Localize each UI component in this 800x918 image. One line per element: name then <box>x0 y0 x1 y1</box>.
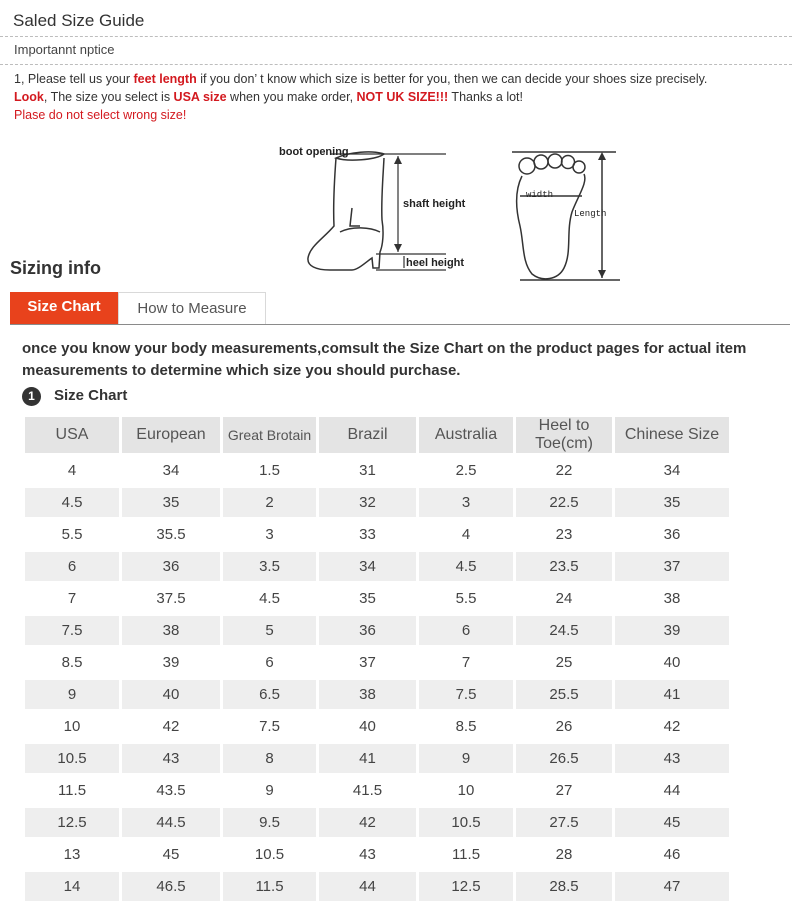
column-header: USA <box>25 417 119 453</box>
table-cell: 10 <box>25 712 119 741</box>
size-chart-table <box>22 414 732 904</box>
boot-illustration <box>308 152 384 270</box>
instruction-highlight: NOT UK SIZE!!! <box>356 90 449 104</box>
table-cell: 47 <box>615 872 729 901</box>
step-number-badge: 1 <box>22 387 41 406</box>
instruction-text: when you make order, <box>226 90 357 104</box>
length-label: Length <box>574 209 607 219</box>
table-body <box>25 456 729 901</box>
table-cell: 11.5 <box>223 872 316 901</box>
boot-measure-lines <box>330 154 446 270</box>
table-cell: 33 <box>319 520 416 549</box>
table-cell: 36 <box>122 552 220 581</box>
table-cell: 36 <box>319 616 416 645</box>
table-cell: 45 <box>615 808 729 837</box>
table-cell: 10.5 <box>25 744 119 773</box>
table-cell: 26.5 <box>516 744 612 773</box>
table-cell: 42 <box>122 712 220 741</box>
table-row <box>25 584 729 613</box>
table-cell: 42 <box>319 808 416 837</box>
table-cell: 10.5 <box>223 840 316 869</box>
table-cell: 7 <box>25 584 119 613</box>
column-header: Heel to Toe(cm) <box>516 417 612 453</box>
page-title: Saled Size Guide <box>13 11 145 30</box>
table-cell: 35 <box>615 488 729 517</box>
instruction-text: Thanks a lot! <box>448 90 523 104</box>
table-cell: 11.5 <box>419 840 513 869</box>
table-cell: 28 <box>516 840 612 869</box>
table-cell: 44 <box>615 776 729 805</box>
table-cell: 34 <box>122 456 220 485</box>
table-cell: 37 <box>615 552 729 581</box>
table-cell: 39 <box>122 648 220 677</box>
table-cell: 1.5 <box>223 456 316 485</box>
notice-heading: Importannt nptice <box>14 42 115 57</box>
table-cell: 8.5 <box>25 648 119 677</box>
column-header: Chinese Size <box>615 417 729 453</box>
table-cell: 44.5 <box>122 808 220 837</box>
table-cell: 26 <box>516 712 612 741</box>
table-cell: 25.5 <box>516 680 612 709</box>
table-cell: 6 <box>419 616 513 645</box>
table-cell: 41 <box>615 680 729 709</box>
table-row <box>25 744 729 773</box>
table-cell: 2 <box>223 488 316 517</box>
table-row <box>25 456 729 485</box>
tab-how-to-measure[interactable]: How to Measure <box>118 292 266 324</box>
table-cell: 10 <box>419 776 513 805</box>
table-cell: 27 <box>516 776 612 805</box>
table-cell: 5.5 <box>419 584 513 613</box>
table-row <box>25 520 729 549</box>
tab-bar <box>10 292 790 325</box>
instruction-line-3: Plase do not select wrong size! <box>14 108 187 122</box>
table-cell: 2.5 <box>419 456 513 485</box>
table-cell: 41.5 <box>319 776 416 805</box>
table-cell: 23.5 <box>516 552 612 581</box>
table-cell: 4 <box>419 520 513 549</box>
table-cell: 37.5 <box>122 584 220 613</box>
width-label: width <box>526 190 554 200</box>
table-cell: 6.5 <box>223 680 316 709</box>
table-cell: 24.5 <box>516 616 612 645</box>
table-cell: 4.5 <box>419 552 513 581</box>
table-cell: 23 <box>516 520 612 549</box>
table-cell: 35 <box>122 488 220 517</box>
table-cell: 5 <box>223 616 316 645</box>
table-cell: 4 <box>25 456 119 485</box>
table-cell: 3.5 <box>223 552 316 581</box>
table-cell: 8 <box>223 744 316 773</box>
table-cell: 38 <box>319 680 416 709</box>
table-cell: 13 <box>25 840 119 869</box>
table-cell: 34 <box>615 456 729 485</box>
table-cell: 24 <box>516 584 612 613</box>
table-row <box>25 712 729 741</box>
table-cell: 46 <box>615 840 729 869</box>
table-cell: 9 <box>25 680 119 709</box>
table-cell: 38 <box>122 616 220 645</box>
table-cell: 43 <box>319 840 416 869</box>
table-cell: 12.5 <box>419 872 513 901</box>
table-cell: 22 <box>516 456 612 485</box>
table-cell: 4.5 <box>25 488 119 517</box>
table-cell: 3 <box>223 520 316 549</box>
table-cell: 9 <box>419 744 513 773</box>
table-row <box>25 872 729 901</box>
instruction-highlight: feet length <box>133 72 197 86</box>
table-cell: 9 <box>223 776 316 805</box>
table-row <box>25 552 729 581</box>
arrowheads <box>394 152 606 278</box>
table-cell: 7 <box>419 648 513 677</box>
table-row <box>25 488 729 517</box>
table-cell: 10.5 <box>419 808 513 837</box>
table-row <box>25 776 729 805</box>
divider <box>0 36 792 37</box>
instruction-text: , The size you select is <box>43 90 174 104</box>
table-cell: 43.5 <box>122 776 220 805</box>
table-cell: 38 <box>615 584 729 613</box>
column-header: Australia <box>419 417 513 453</box>
table-cell: 11.5 <box>25 776 119 805</box>
instruction-text: if you don’ t know which size is better for you, then we can decide your shoes size precisely. <box>196 72 708 86</box>
table-cell: 45 <box>122 840 220 869</box>
table-cell: 32 <box>319 488 416 517</box>
table-cell: 40 <box>319 712 416 741</box>
table-cell: 43 <box>615 744 729 773</box>
column-header: European <box>122 417 220 453</box>
table-row <box>25 616 729 645</box>
table-cell: 8.5 <box>419 712 513 741</box>
table-cell: 7.5 <box>223 712 316 741</box>
table-row <box>25 808 729 837</box>
divider <box>0 64 792 65</box>
table-cell: 12.5 <box>25 808 119 837</box>
table-cell: 35.5 <box>122 520 220 549</box>
shaft-height-label: shaft height <box>403 198 466 210</box>
intro-text: once you know your body measurements,comsult the Size Chart on the product pages for actual item measurements to determine which size you should purchase. <box>22 340 747 379</box>
boot-opening-label: boot opening <box>279 146 349 158</box>
column-header: Great Brotain <box>223 417 316 453</box>
instruction-text: 1, Please tell us your <box>14 72 134 86</box>
table-cell: 37 <box>319 648 416 677</box>
table-cell: 7.5 <box>419 680 513 709</box>
table-cell: 36 <box>615 520 729 549</box>
table-cell: 7.5 <box>25 616 119 645</box>
instruction-line-2 <box>14 90 523 104</box>
table-cell: 40 <box>615 648 729 677</box>
size-chart-heading: Size Chart <box>54 387 128 404</box>
table-cell: 3 <box>419 488 513 517</box>
heel-height-label: heel height <box>406 257 465 269</box>
section-title: Sizing info <box>10 258 101 278</box>
table-cell: 5.5 <box>25 520 119 549</box>
table-cell: 27.5 <box>516 808 612 837</box>
table-row <box>25 648 729 677</box>
table-cell: 40 <box>122 680 220 709</box>
table-cell: 4.5 <box>223 584 316 613</box>
table-cell: 6 <box>223 648 316 677</box>
table-cell: 43 <box>122 744 220 773</box>
table-cell: 35 <box>319 584 416 613</box>
table-header-row <box>25 417 729 453</box>
table-cell: 28.5 <box>516 872 612 901</box>
tab-size-chart[interactable]: Size Chart <box>10 292 118 324</box>
table-cell: 6 <box>25 552 119 581</box>
table-cell: 42 <box>615 712 729 741</box>
table-cell: 25 <box>516 648 612 677</box>
table-cell: 22.5 <box>516 488 612 517</box>
table-cell: 39 <box>615 616 729 645</box>
table-cell: 14 <box>25 872 119 901</box>
table-cell: 46.5 <box>122 872 220 901</box>
instruction-highlight: USA size <box>173 90 227 104</box>
instruction-line-1 <box>14 72 707 86</box>
table-row <box>25 840 729 869</box>
table-cell: 44 <box>319 872 416 901</box>
table-cell: 31 <box>319 456 416 485</box>
table-row <box>25 680 729 709</box>
table-cell: 41 <box>319 744 416 773</box>
table-cell: 34 <box>319 552 416 581</box>
instruction-highlight: Look <box>14 90 44 104</box>
column-header: Brazil <box>319 417 416 453</box>
foot-illustration <box>512 152 620 280</box>
table-cell: 9.5 <box>223 808 316 837</box>
